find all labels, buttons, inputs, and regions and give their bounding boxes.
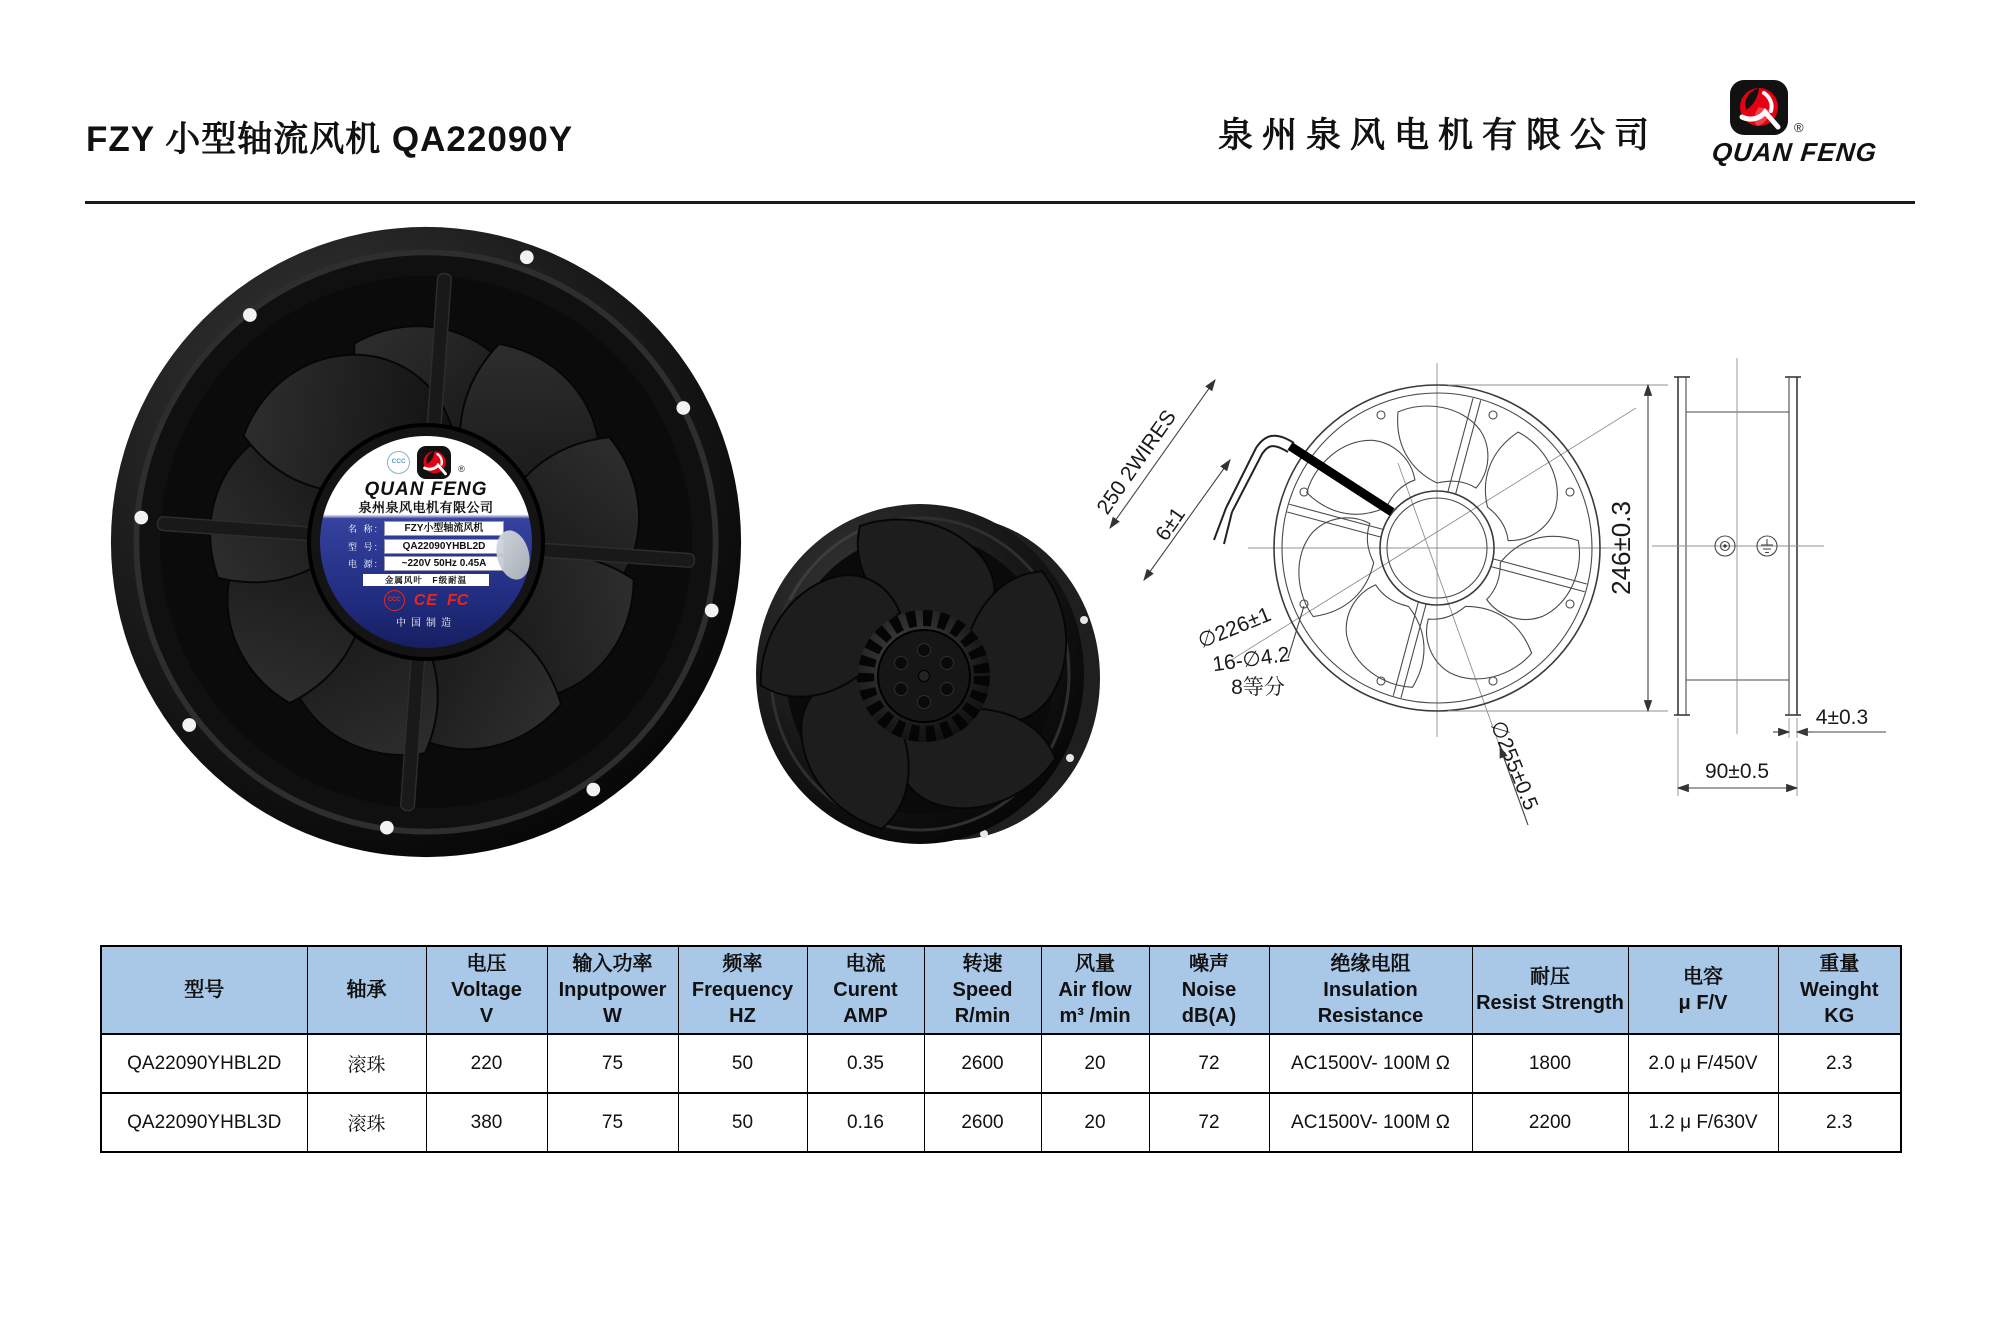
- cell-frequency: 50: [678, 1034, 807, 1093]
- dim-wire-length: 250 2WIRES: [1092, 405, 1181, 519]
- cell-bearing: 滚珠: [307, 1093, 426, 1152]
- cell-weight: 2.3: [1778, 1034, 1901, 1093]
- table-row: [101, 1093, 1901, 1152]
- label-company: 泉州泉风电机有限公司: [358, 500, 494, 515]
- col-voltage: 电压 Voltage V: [426, 946, 547, 1034]
- col-withstand: 耐压 Resist Strength: [1472, 946, 1628, 1034]
- dim-frame-size: 246±0.3: [1606, 501, 1636, 595]
- made-in-china: 中国制造: [396, 618, 456, 629]
- dimension-drawing: [1080, 260, 1980, 920]
- motor-hub: [858, 610, 990, 742]
- quanfeng-logo-icon: [417, 446, 451, 479]
- cell-voltage: 380: [426, 1093, 547, 1152]
- label-brand: QUAN FENG: [364, 479, 488, 500]
- brand-logo: [1712, 80, 1922, 168]
- cell-insulation: AC1500V- 100M Ω: [1269, 1034, 1472, 1093]
- fan-angle-photo: [752, 500, 1102, 850]
- col-current: 电流 Curent AMP: [807, 946, 924, 1034]
- spec-table: [100, 945, 1902, 1153]
- cell-bearing: 滚珠: [307, 1034, 426, 1093]
- cell-speed: 2600: [924, 1034, 1041, 1093]
- company-name: 泉州泉风电机有限公司: [1218, 116, 1659, 155]
- cell-withstand: 1800: [1472, 1034, 1628, 1093]
- cell-airflow: 20: [1041, 1093, 1149, 1152]
- cell-capacitor: 2.0 μ F/450V: [1628, 1034, 1778, 1093]
- fcc-mark-icon: FC: [446, 591, 469, 609]
- cell-noise: 72: [1149, 1093, 1269, 1152]
- registered-mark: ®: [1794, 120, 1804, 135]
- cell-model: QA22090YHBL3D: [101, 1093, 307, 1152]
- header-divider: [85, 201, 1915, 204]
- brand-wordmark: QUAN FENG: [1710, 137, 1879, 167]
- cell-insulation: AC1500V- 100M Ω: [1269, 1093, 1472, 1152]
- cell-withstand: 2200: [1472, 1093, 1628, 1152]
- table-row: [101, 1034, 1901, 1093]
- cell-model: QA22090YHBL2D: [101, 1034, 307, 1093]
- field-label: 电 源:: [347, 559, 379, 569]
- cell-speed: 2600: [924, 1093, 1041, 1152]
- label-note: 金属风叶 F级耐温: [363, 574, 489, 586]
- dim-outer-diameter: ∅255±0.5: [1485, 717, 1543, 814]
- field-value: FZY小型轴流风机: [384, 521, 504, 536]
- col-input-power: 输入功率 Inputpower W: [547, 946, 678, 1034]
- col-frequency: 频率 Frequency HZ: [678, 946, 807, 1034]
- cell-frequency: 50: [678, 1093, 807, 1152]
- cell-input-power: 75: [547, 1034, 678, 1093]
- col-insulation: 绝缘电阻 Insulation Resistance: [1269, 946, 1472, 1034]
- dim-depth: 90±0.5: [1704, 760, 1770, 783]
- cell-noise: 72: [1149, 1034, 1269, 1093]
- dim-holes-note: 8等分: [1231, 676, 1285, 699]
- quanfeng-logo-icon: [1730, 80, 1788, 135]
- ccc-cert-icon: CCC: [384, 590, 405, 611]
- dim-wire-tol: 6±1: [1151, 503, 1191, 546]
- col-weight: 重量 Weinght KG: [1778, 946, 1901, 1034]
- dim-flange-thickness: 4±0.3: [1815, 706, 1869, 729]
- ccc-icon: CCC: [387, 451, 410, 474]
- cell-input-power: 75: [547, 1093, 678, 1152]
- lead-wire: [1214, 436, 1392, 544]
- col-speed: 转速 Speed R/min: [924, 946, 1041, 1034]
- field-label: 型 号:: [347, 541, 379, 552]
- cell-capacitor: 1.2 μ F/630V: [1628, 1093, 1778, 1152]
- cell-weight: 2.3: [1778, 1093, 1901, 1152]
- dim-holes: 16-∅4.2: [1210, 642, 1292, 677]
- cell-current: 0.16: [807, 1093, 924, 1152]
- col-noise: 噪声 Noise dB(A): [1149, 946, 1269, 1034]
- registered-mark: ®: [458, 464, 465, 474]
- table-header-row: [101, 946, 1901, 1034]
- cell-airflow: 20: [1041, 1034, 1149, 1093]
- side-view: [1652, 358, 1824, 734]
- col-capacitor: 电容 μ F/V: [1628, 946, 1778, 1034]
- col-airflow: 风量 Air flow m³ /min: [1041, 946, 1149, 1034]
- field-value: ~220V 50Hz 0.45A: [384, 556, 504, 571]
- dim-bolt-circle: ∅226±1: [1194, 602, 1275, 653]
- cell-voltage: 220: [426, 1034, 547, 1093]
- field-value: QA22090YHBL2D: [384, 539, 504, 554]
- col-bearing: 轴承: [307, 946, 426, 1034]
- ce-mark-icon: CE: [413, 591, 438, 609]
- field-label: 名 称:: [347, 524, 379, 534]
- cell-current: 0.35: [807, 1034, 924, 1093]
- col-model: 型号: [101, 946, 307, 1034]
- page-title: FZY 小型轴流风机 QA22090Y: [86, 120, 574, 159]
